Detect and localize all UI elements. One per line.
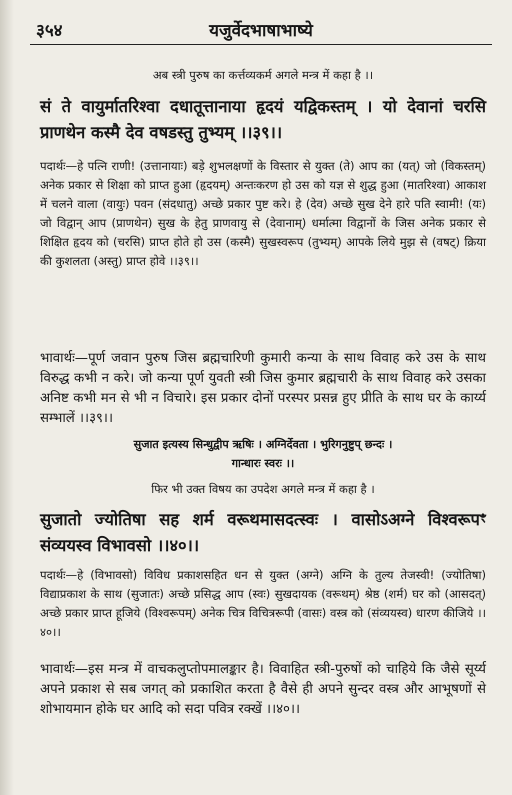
swara-line: गान्धारः स्वरः ।।	[231, 457, 295, 470]
mantra-intro-39: अब स्त्री पुरुष का कर्त्तव्यकर्म अगले मन्त्र में कहा है ।।	[152, 68, 374, 82]
mantra-intro-40: फिर भी उक्त विषय का उपदेश अगले मन्त्र में कहा है ।	[151, 482, 375, 496]
rishi-devata-chhanda: सुजात इत्यस्य सिन्धुद्वीप ऋषिः । अग्निर्देवता । भुरिगनुष्टुप् छन्दः ।	[133, 438, 393, 451]
bhavartha-40: भावार्थः—इस मन्त्र में वाचकलुप्तोपमालङ्कार है। विवाहित स्त्री-पुरुषों को चाहिये कि जैसे सूर्य्य अपने प्रकाश से सब जगत् को प्रकाशित करता है वैसे ही अपने सुन्दर वस्त्र और आभूषणों से शोभायमान होके घर आदि को सदा पवित्र रक्खें ।।४०।।	[40, 662, 486, 717]
running-title: यजुर्वेदभाषाभाष्ये	[209, 21, 313, 41]
binding-shadow	[0, 0, 14, 795]
page-number: ३५४	[36, 21, 63, 41]
mantra-40: सुजातो ज्योतिषा सह शर्म वरूथमासदत्स्वः । वासोऽअग्ने विश्वरूपꣳ संव्ययस्व विभावसो ।।४०।।	[40, 510, 486, 555]
padartha-39: पदार्थः—हे पत्नि राणी! (उत्तानायाः) बड़े शुभलक्षणों के विस्तार से युक्त (ते) आप का (यत्) जो (विकस्तम्) अनेक प्रकार से शिक्षा को प्राप्त हुआ (हृदयम्) अन्तःकरण हो उस को यज्ञ से शुद्ध हुआ (मातरिश्वा) आकाश में चलने वाला (वायुः) पवन (संदधातु) अच्छे प्रकार पुष्ट करे। हे (देव) अच्छे सुख देने हारे पति स्वामी! (यः) जो विद्वान् आप (प्राणथेन) सुख के हेतु प्राणवायु से (देवानाम्) धर्मात्मा विद्वानों के जिस अनेक प्रकार से शिक्षित हृदय को (चरसि) प्राप्त होते हो उस (कस्मै) सुखस्वरूप (तुभ्यम्) आपके लिये मुझ से (वषट्) क्रिया की कुशलता (अस्तु) प्राप्त होवे ।।३९।।	[40, 159, 486, 268]
page-header	[30, 16, 492, 45]
bhavartha-39: भावार्थः—पूर्ण जवान पुरुष जिस ब्रह्मचारिणी कुमारी कन्या के साथ विवाह करे उस के साथ विरुद्ध कभी न करे। जो कन्या पूर्ण युवती स्त्री जिस कुमार ब्रह्मचारी के साथ विवाह करे उसका अनिष्ट कभी मन से भी न विचारे। इस प्रकार दोनों परस्पर प्रसन्न हुए प्रीति के साथ घर के कार्य्य सम्भालें ।।३९।।	[40, 351, 486, 426]
padartha-40: पदार्थः—हे (विभावसो) विविध प्रकाशसहित धन से युक्त (अग्ने) अग्नि के तुल्य तेजस्वी! (ज्योतिषा) विद्याप्रकाश के साथ (सुजातः) अच्छे प्रसिद्ध आप (स्वः) सुखदायक (वरूथम्) श्रेष्ठ (शर्म) घर को (आसदत्) अच्छे प्रकार प्राप्त हूजिये (विश्वरूपम्) अनेक चित्र विचित्ररूपी (वासः) वस्त्र को (संव्ययस्व) धारण कीजिये ।।४०।।	[40, 568, 486, 639]
mantra-39: सं ते वायुर्मातरिश्वा दधातूत्तानाया हृदयं यद्विकस्तम् । यो देवानां चरसि प्राणथेन कस्मै देव वषडस्तु तुभ्यम् ।।३९।।	[40, 97, 486, 142]
